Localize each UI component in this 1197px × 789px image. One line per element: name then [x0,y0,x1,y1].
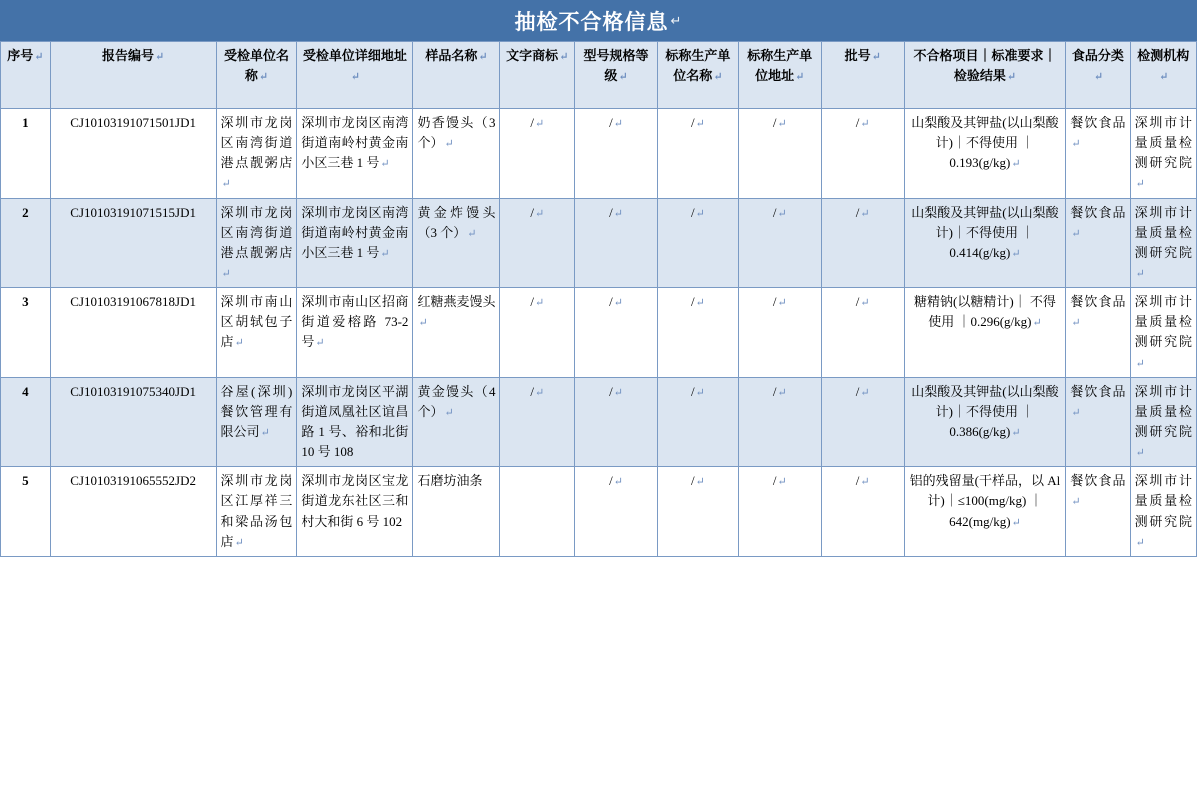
cell-trademark: /↵ [500,288,575,378]
paragraph-mark-icon: ↵ [1071,227,1081,240]
paragraph-mark-icon: ↵ [860,207,870,220]
cell-trademark: /↵ [500,109,575,199]
cell-producer-address: /↵ [738,288,821,378]
cell-sample-name: 黄金馒头（4 个）↵ [413,377,500,467]
paragraph-mark-icon: ↵ [618,71,628,84]
paragraph-mark-icon: ↵ [860,118,870,130]
cell-batch-no: /↵ [821,288,904,378]
cell-producer-address: /↵ [738,467,821,557]
paragraph-mark-icon: ↵ [155,51,165,63]
paragraph-mark-icon: ↵ [777,386,787,399]
paragraph-mark-icon: ↵ [467,227,477,240]
cell-food-category: 餐饮食品↵ [1066,467,1130,557]
paragraph-mark-icon: ↵ [777,297,787,310]
paragraph-mark-icon: ↵ [1135,536,1145,549]
cell-test-org: 深圳市计量质量检测研究院↵ [1130,467,1196,557]
cell-producer-name: /↵ [658,288,739,378]
cell-batch-no: /↵ [821,467,904,557]
cell-fail-item: 山梨酸及其钾盐(以山梨酸计)｜不得使用 ｜0.414(g/kg)↵ [904,198,1066,288]
column-header-producer-address: 标称生产单位地址↵ [738,42,821,109]
paragraph-mark-icon: ↵ [1011,426,1021,439]
cell-model: /↵ [575,377,658,467]
cell-unit-address: 深圳市南山区招商街道爱榕路 73-2 号↵ [297,288,413,378]
cell-unit-name: 深圳市南山区胡轼包子店↵ [216,288,297,378]
cell-unit-name: 谷屋(深圳)餐饮管理有限公司↵ [216,377,297,467]
cell-report-no: CJ10103191071501JD1 [50,109,216,199]
column-header-unit-address: 受检单位详细地址↵ [297,42,413,109]
page-title [0,0,1197,41]
paragraph-mark-icon: ↵ [1135,178,1145,191]
cell-report-no: CJ10103191075340JD1 [50,377,216,467]
paragraph-mark-icon: ↵ [1135,357,1145,370]
cell-index: 2 [1,198,51,288]
table-row [1,377,1197,467]
cell-model: /↵ [575,109,658,199]
paragraph-mark-icon: ↵ [613,476,623,489]
cell-producer-address: /↵ [738,109,821,199]
cell-unit-address: 深圳市龙岗区南湾街道南岭村黄金南小区三巷 1 号↵ [297,109,413,199]
inspection-results-table [0,41,1197,557]
paragraph-mark-icon: ↵ [1071,496,1081,509]
cell-index: 3 [1,288,51,378]
paragraph-mark-icon: ↵ [613,118,623,130]
paragraph-mark-icon: ↵ [713,71,723,84]
table-row [1,109,1197,199]
cell-batch-no: /↵ [821,198,904,288]
cell-test-org: 深圳市计量质量检测研究院↵ [1130,377,1196,467]
cell-report-no: CJ10103191065552JD2 [50,467,216,557]
cell-test-org: 深圳市计量质量检测研究院↵ [1130,288,1196,378]
paragraph-mark-icon: ↵ [695,118,705,130]
cell-trademark [500,467,575,557]
paragraph-mark-icon: ↵ [695,476,705,489]
cell-unit-name: 深圳市龙岗区南湾街道港点靓粥店↵ [216,109,297,199]
paragraph-mark-icon: ↵ [1011,158,1021,171]
paragraph-mark-icon: ↵ [534,207,545,220]
page-title-text: 抽检不合格信息 [514,10,669,34]
cell-batch-no: /↵ [821,109,904,199]
paragraph-mark-icon: ↵ [444,138,454,151]
paragraph-mark-icon: ↵ [221,267,231,280]
paragraph-mark-icon: ↵ [695,207,705,220]
paragraph-mark-icon: ↵ [695,297,705,310]
paragraph-mark-icon: ↵ [1071,406,1081,419]
cell-fail-item: 铝的残留量(干样品，以 Al 计)｜≤100(mg/kg) ｜642(mg/kg)↵ [904,467,1066,557]
column-header-unit-name: 受检单位名称↵ [216,42,297,109]
paragraph-mark-icon: ↵ [613,297,623,310]
cell-test-org: 深圳市计量质量检测研究院↵ [1130,198,1196,288]
paragraph-mark-icon: ↵ [695,386,705,399]
table-row [1,198,1197,288]
cell-index: 1 [1,109,51,199]
column-header-report-no: 报告编号↵ [50,42,216,109]
cell-producer-address: /↵ [738,377,821,467]
paragraph-mark-icon: ↵ [777,207,787,220]
paragraph-mark-icon: ↵ [777,476,787,489]
paragraph-mark-icon: ↵ [534,118,545,130]
column-header-fail-item: 不合格项目｜标准要求｜检验结果↵ [904,42,1066,109]
cell-food-category: 餐饮食品↵ [1066,288,1130,378]
table-row [1,288,1197,378]
cell-unit-address: 深圳市龙岗区平湖街道凤凰社区谊昌路 1 号、裕和北街 10 号 108 [297,377,413,467]
cell-food-category: 餐饮食品↵ [1066,377,1130,467]
cell-producer-address: /↵ [738,198,821,288]
paragraph-mark-icon: ↵ [613,207,623,220]
table-body [1,109,1197,557]
cell-model: /↵ [575,198,658,288]
paragraph-mark-icon: ↵ [1135,267,1145,280]
paragraph-mark-icon: ↵ [860,476,870,489]
cell-fail-item: 糖精钠(以糖精计)｜ 不得使用 ｜0.296(g/kg)↵ [904,288,1066,378]
cell-sample-name: 石磨坊油条 [413,467,500,557]
column-header-sample-name: 样品名称↵ [413,42,500,109]
cell-sample-name: 奶香馒头（3 个）↵ [413,109,500,199]
paragraph-mark-icon: ↵ [350,71,361,84]
cell-unit-name: 深圳市龙岗区江厚祥三和梁品汤包店↵ [216,467,297,557]
paragraph-mark-icon: ↵ [613,386,623,399]
paragraph-mark-icon: ↵ [1135,447,1145,460]
paragraph-mark-icon: ↵ [1011,516,1021,529]
column-header-producer-name: 标称生产单位名称↵ [658,42,739,109]
cell-unit-address: 深圳市龙岗区宝龙街道龙东社区三和村大和街 6 号 102 [297,467,413,557]
paragraph-mark-icon: ↵ [221,178,231,191]
paragraph-mark-icon: ↵ [258,71,269,84]
paragraph-mark-icon: ↵ [260,426,270,439]
paragraph-mark-icon: ↵ [380,247,390,260]
paragraph-mark-icon: ↵ [234,536,244,549]
cell-unit-address: 深圳市龙岗区南湾街道南岭村黄金南小区三巷 1 号↵ [297,198,413,288]
cell-sample-name: 红糖燕麦馒头↵ [413,288,500,378]
table-row [1,467,1197,557]
paragraph-mark-icon: ↵ [1006,71,1017,84]
paragraph-mark-icon: ↵ [1071,317,1081,330]
paragraph-mark-icon: ↵ [670,12,683,28]
cell-index: 5 [1,467,51,557]
cell-report-no: CJ10103191071515JD1 [50,198,216,288]
cell-model: /↵ [575,288,658,378]
column-header-batch-no: 批号↵ [821,42,904,109]
cell-fail-item: 山梨酸及其钾盐(以山梨酸计)｜不得使用 ｜0.193(g/kg)↵ [904,109,1066,199]
paragraph-mark-icon: ↵ [478,51,488,63]
cell-test-org: 深圳市计量质量检测研究院↵ [1130,109,1196,199]
paragraph-mark-icon: ↵ [559,51,569,63]
paragraph-mark-icon: ↵ [860,297,870,310]
cell-report-no: CJ10103191067818JD1 [50,288,216,378]
cell-producer-name: /↵ [658,198,739,288]
paragraph-mark-icon: ↵ [315,337,325,350]
paragraph-mark-icon: ↵ [871,51,881,63]
paragraph-mark-icon: ↵ [1159,71,1169,84]
cell-producer-name: /↵ [658,109,739,199]
paragraph-mark-icon: ↵ [34,51,44,63]
cell-trademark: /↵ [500,377,575,467]
cell-sample-name: 黄金炸馒头（3 个）↵ [413,198,500,288]
cell-producer-name: /↵ [658,377,739,467]
paragraph-mark-icon: ↵ [234,337,244,350]
paragraph-mark-icon: ↵ [418,317,428,330]
column-header-trademark: 文字商标↵ [500,42,575,109]
column-header-model: 型号规格等级↵ [575,42,658,109]
paragraph-mark-icon: ↵ [444,406,454,419]
cell-trademark: /↵ [500,198,575,288]
paragraph-mark-icon: ↵ [534,297,545,310]
cell-producer-name: /↵ [658,467,739,557]
paragraph-mark-icon: ↵ [534,386,545,399]
table-header-row [1,42,1197,109]
paragraph-mark-icon: ↵ [1071,138,1081,151]
cell-unit-name: 深圳市龙岗区南湾街道港点靓粥店↵ [216,198,297,288]
column-header-food-category: 食品分类↵ [1066,42,1130,109]
cell-index: 4 [1,377,51,467]
column-header-test-org: 检测机构↵ [1130,42,1196,109]
paragraph-mark-icon: ↵ [1032,317,1042,330]
cell-batch-no: /↵ [821,377,904,467]
cell-fail-item: 山梨酸及其钾盐(以山梨酸计)｜不得使用 ｜0.386(g/kg)↵ [904,377,1066,467]
paragraph-mark-icon: ↵ [860,386,870,399]
paragraph-mark-icon: ↵ [1011,247,1021,260]
cell-model: /↵ [575,467,658,557]
column-header-index: 序号↵ [1,42,51,109]
paragraph-mark-icon: ↵ [380,158,390,171]
cell-food-category: 餐饮食品↵ [1066,109,1130,199]
cell-food-category: 餐饮食品↵ [1066,198,1130,288]
paragraph-mark-icon: ↵ [795,71,805,84]
paragraph-mark-icon: ↵ [1093,71,1104,84]
paragraph-mark-icon: ↵ [777,118,787,130]
